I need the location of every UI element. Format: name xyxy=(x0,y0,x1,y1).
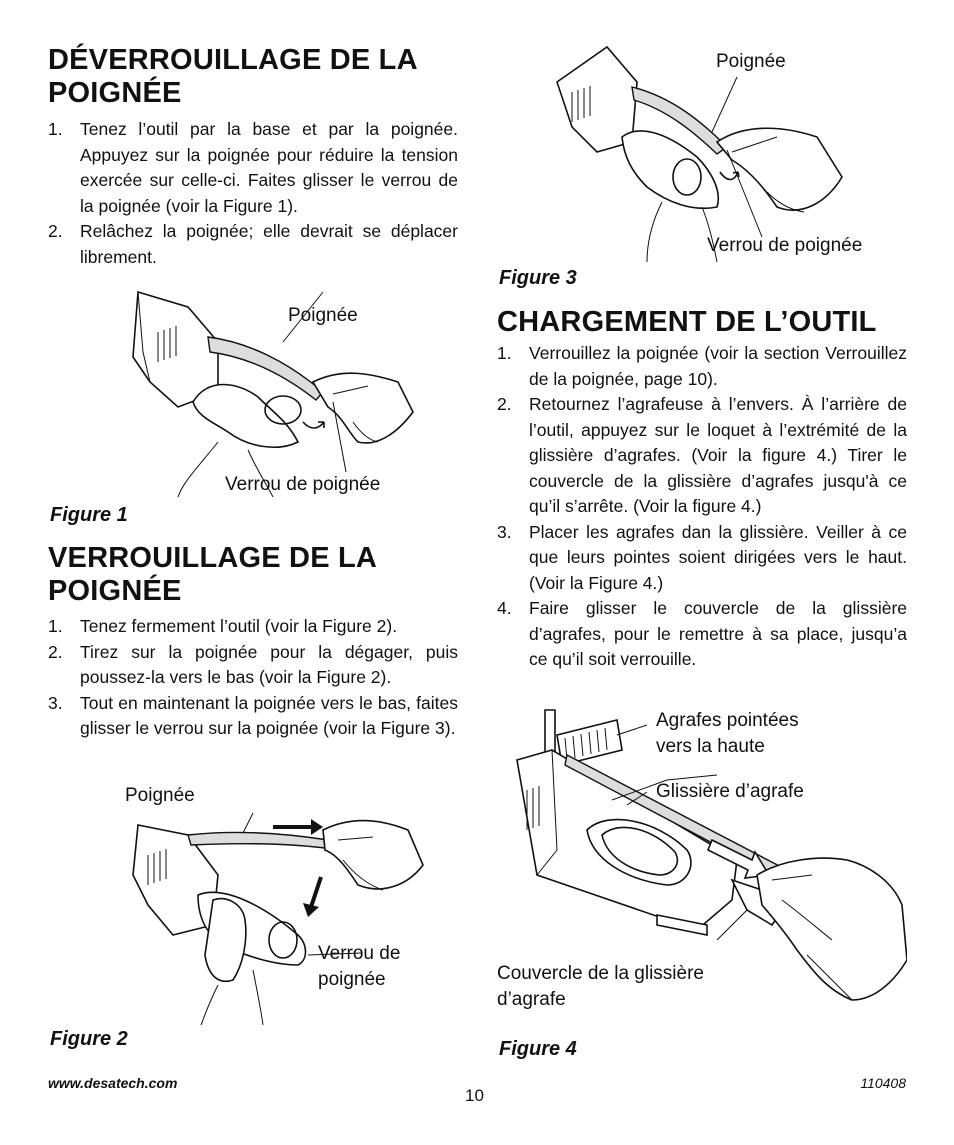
list-item: 2. Tirez sur la poignée pour la dégager, puis poussez-la vers le bas (voir la Figure 2). xyxy=(48,641,458,687)
document-code: 110408 xyxy=(860,1075,906,1091)
stapler-hand-illustration-1 xyxy=(98,282,418,497)
figure-2-caption: Figure 2 xyxy=(50,1028,128,1050)
lock-heading-line1: VERROUILLAGE DE LA xyxy=(48,542,378,574)
fig4-channel-label: Glissière d’agrafe xyxy=(656,781,804,802)
figure-1-caption: Figure 1 xyxy=(50,504,128,526)
fig4-staples-label: Agrafes pointées vers la haute xyxy=(656,710,799,757)
fig2-lock-label: Verrou de poignée xyxy=(318,943,401,990)
lock-heading xyxy=(48,542,377,608)
list-item: 1. Tenez fermement l’outil (voir la Figure 2). xyxy=(48,616,398,636)
fig1-handle-label: Poignée xyxy=(288,305,358,326)
list-item: 2. Retournez l’agrafeuse à l’envers. À l’arrière de l’outil, appuyez sur le loquet à l’extrémité de la glissière d’agrafes. (Voir la figure 4.) Tirer le couvercle de la glissière d’agrafes jusqu'à ce qu’il s’arrête. (Voir la figure 4.) xyxy=(497,394,907,516)
fig3-lock-label: Verrou de poignée xyxy=(707,235,863,256)
lock-heading-line2: POIGNÉE xyxy=(48,575,182,607)
figure-3-caption: Figure 3 xyxy=(499,267,577,289)
footer-url: www.desatech.com xyxy=(48,1075,178,1091)
list-item: 1. Tenez l’outil par la base et par la poignée. Appuyez sur la poignée pour réduire la tension exercée sur celle-ci. Faites glisser le verrou de la poignée (voir la Figure 1). xyxy=(48,119,458,216)
fig2-handle-label: Poignée xyxy=(125,785,195,806)
unlock-heading-line2: POIGNÉE xyxy=(48,77,182,109)
figure-4-caption: Figure 4 xyxy=(499,1038,577,1060)
unlock-heading xyxy=(48,44,418,110)
list-item: 2. Relâchez la poignée; elle devrait se déplacer librement. xyxy=(48,221,458,267)
unlock-heading-line1: DÉVERROUILLAGE DE LA xyxy=(48,44,418,76)
figure-1-illustration xyxy=(98,282,418,497)
loading-heading: CHARGEMENT DE L’OUTIL xyxy=(497,306,877,338)
loading-steps xyxy=(497,341,907,673)
lock-steps xyxy=(48,614,458,742)
list-item: 3. Tout en maintenant la poignée vers le bas, faites glisser le verrou sur la poignée (voir la Figure 3). xyxy=(48,692,458,738)
list-item: 1. Verrouillez la poignée (voir la section Verrouillez de la poignée, page 10). xyxy=(497,343,907,389)
fig1-lock-label: Verrou de poignée xyxy=(225,474,381,495)
fig3-handle-label: Poignée xyxy=(716,51,786,72)
unlock-steps xyxy=(48,117,458,270)
fig4-cover-label: Couvercle de la glissière d’agrafe xyxy=(497,963,704,1010)
list-item: 3. Placer les agrafes dan la glissière. Veiller à ce que leurs pointes soient dirigées vers le haut. (Voir la Figure 4.) xyxy=(497,521,907,593)
list-item: 4. Faire glisser le couvercle de la glissière d’agrafes, pour le remettre à sa place, jusqu’a ce qu’il soit verrouille. xyxy=(497,598,907,669)
page-number: 10 xyxy=(465,1086,484,1105)
